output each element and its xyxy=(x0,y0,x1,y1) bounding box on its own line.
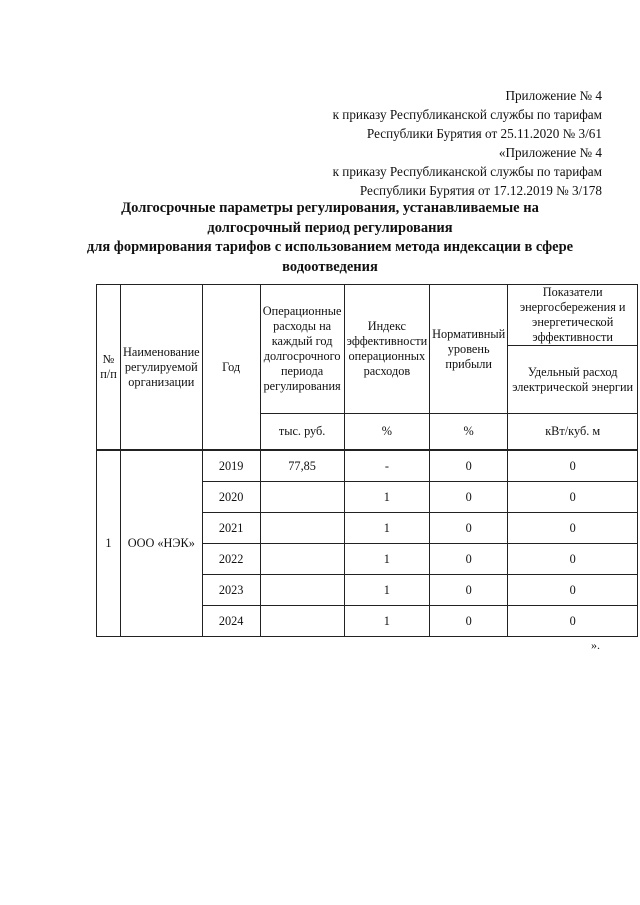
col-header-year: Год xyxy=(202,285,260,450)
cell-year: 2021 xyxy=(202,513,260,544)
row-number: 1 xyxy=(97,451,121,637)
header-line: «Приложение № 4 xyxy=(498,145,602,160)
cell-index: - xyxy=(344,451,430,482)
cell-year: 2023 xyxy=(202,575,260,606)
cell-year: 2019 xyxy=(202,451,260,482)
cell-opex xyxy=(260,606,344,637)
cell-index: 1 xyxy=(344,575,430,606)
cell-year: 2024 xyxy=(202,606,260,637)
col-header-energy: Удельный расход электрической энергии xyxy=(508,346,638,414)
cell-energy: 0 xyxy=(508,482,638,513)
unit-opex: тыс. руб. xyxy=(260,414,344,450)
cell-index: 1 xyxy=(344,606,430,637)
col-header-index: Индекс эффективности операционных расходов xyxy=(344,285,430,414)
cell-profit: 0 xyxy=(430,513,508,544)
unit-profit: % xyxy=(430,414,508,450)
cell-profit: 0 xyxy=(430,482,508,513)
cell-energy: 0 xyxy=(508,606,638,637)
cell-opex xyxy=(260,482,344,513)
cell-energy: 0 xyxy=(508,513,638,544)
col-header-org: Наименование регулируемой организации xyxy=(121,285,203,450)
cell-year: 2022 xyxy=(202,544,260,575)
header-line: Республики Бурятия от 17.12.2019 № 3/178 xyxy=(359,183,602,198)
header-line: Приложение № 4 xyxy=(505,88,602,103)
cell-opex: 77,85 xyxy=(260,451,344,482)
unit-energy: кВт/куб. м xyxy=(508,414,638,450)
cell-energy: 0 xyxy=(508,544,638,575)
cell-energy: 0 xyxy=(508,451,638,482)
table-row xyxy=(97,451,638,482)
cell-index: 1 xyxy=(344,544,430,575)
organization-name: ООО «НЭК» xyxy=(121,451,203,637)
title-line: Долгосрочные параметры регулирования, устанавливаемые на xyxy=(121,200,539,216)
unit-index: % xyxy=(344,414,430,450)
cell-profit: 0 xyxy=(430,606,508,637)
col-header-num: № п/п xyxy=(97,285,121,450)
title-line: долгосрочный период регулирования xyxy=(207,219,453,236)
cell-energy: 0 xyxy=(508,575,638,606)
document-title xyxy=(70,199,590,277)
header-line: к приказу Республиканской службы по тарифам xyxy=(332,107,602,122)
parameters-table xyxy=(96,284,638,637)
cell-profit: 0 xyxy=(430,575,508,606)
cell-opex xyxy=(260,544,344,575)
cell-profit: 0 xyxy=(430,544,508,575)
cell-profit: 0 xyxy=(430,451,508,482)
cell-opex xyxy=(260,513,344,544)
cell-index: 1 xyxy=(344,482,430,513)
col-header-energy-group: Показатели энергосбережения и энергетической эффективности xyxy=(508,285,638,346)
appendix-header xyxy=(242,86,602,200)
table-header-row xyxy=(97,285,638,346)
col-header-profit: Нормативный уровень прибыли xyxy=(430,285,508,414)
header-line: Республики Бурятия от 25.11.2020 № 3/61 xyxy=(366,126,602,141)
col-header-opex: Операционные расходы на каждый год долгосрочного периода регулирования xyxy=(260,285,344,414)
closing-quote-mark: ». xyxy=(591,638,600,652)
cell-opex xyxy=(260,575,344,606)
cell-index: 1 xyxy=(344,513,430,544)
cell-year: 2020 xyxy=(202,482,260,513)
title-line: для формирования тарифов с использованием метода индексации в сфере xyxy=(86,239,574,255)
header-line: к приказу Республиканской службы по тарифам xyxy=(332,164,602,179)
title-line: водоотведения xyxy=(282,258,378,275)
